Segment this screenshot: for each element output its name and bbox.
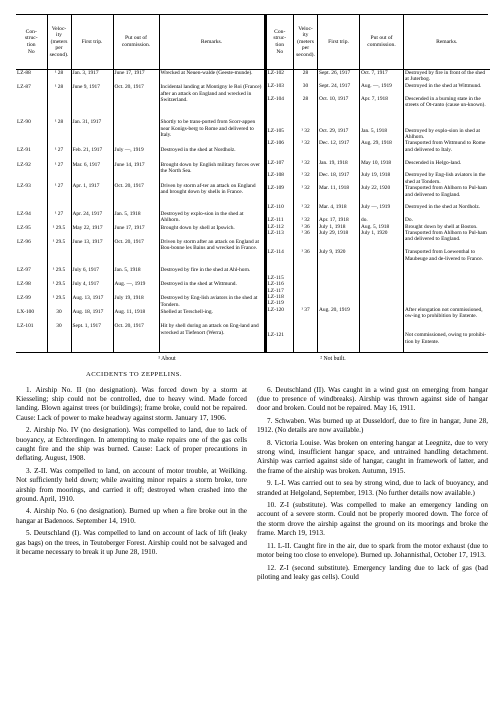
cell-construction-no: LZ-96 [16,239,47,267]
cell-velocity: ¹ 36 [294,230,318,249]
cell-out-of-commission: July —, 1919 [360,204,404,217]
cell-out-of-commission: do. [360,217,404,223]
col-out-of-commission: Put out of commission. [360,15,404,70]
accident-entry: 7. Schwaben. Was burned up at Dusseldorf, due to fire in hangar, June 28, 1912. (No details are now available.) [257,416,488,435]
cell-velocity: ¹ 29.5 [47,281,71,295]
table-row [266,249,490,275]
cell-out-of-commission: July 19, 1918 [113,295,159,309]
accident-entry: 4. Airship No. 6 (no designation). Burned up when a fire broke out in the hangar at Badenoos. September 14, 1910. [16,507,247,525]
cell-first-trip: Oct. 29, 1917 [318,128,360,141]
col-construction-no: Con- struc- tion No [266,15,294,70]
cell-first-trip: Mar. 4, 1918 [318,204,360,217]
accidents-right-column [257,386,488,583]
table-row [16,267,264,281]
cell-velocity: 30 [47,309,71,323]
table-row [266,96,490,128]
cell-construction-no: LZ-112 [266,224,294,230]
cell-velocity: ¹ 28 [47,84,71,119]
cell-construction-no: LZ-118 [266,294,294,300]
cell-remarks: Brought down by shell at Boston. [405,223,478,230]
table-row [266,128,490,141]
accident-entry: 11. L-II. Caught fire in the air, due to spark from the motor exhaust (due to motor being too close to envelope). Burned up. Johannisthal, October 17, 1913. [257,541,488,560]
cell-out-of-commission: July —, 1919 [113,147,159,161]
cell-velocity: ¹ 27 [47,162,71,183]
cell-remarks: Wrecked at Neuen-walde (Geeste-munde). [159,70,264,85]
cell-velocity: ¹ 27 [47,183,71,211]
cell-velocity: 30 [294,83,318,96]
table-row [266,70,490,83]
col-out-of-commission: Put out of commission. [113,15,159,70]
cell-construction-no: LZ-94 [16,211,47,225]
table-row [16,225,264,239]
cell-construction-no: LZ-87 [16,84,47,119]
cell-construction-no: LZ-121 [266,332,294,351]
accident-entry: 9. L-I. Was carried out to sea by strong wind, due to lack of buoyancy, and stranded at Helgoland, September, 1913. (No further details now available.) [257,479,488,497]
cell-first-trip: July 29, 1918 [318,230,360,249]
cell-velocity: ¹ 32 [294,217,318,223]
cell-remarks: Destroyed in the shed at Wittmund. [405,82,482,89]
cell-first-trip: Aug. 18, 1917 [71,309,113,323]
cell-construction-no: LZ-97 [16,267,47,281]
cell-construction-no: LZ-105 [266,128,294,141]
col-remarks: Remarks. [159,15,264,70]
cell-construction-no: LZ-109 [266,185,294,204]
accident-entry: 10. Z-I (substitute). Was compelled to make an emergency landing on account of a severe storm. Could not be properly moored down. The force of the storm drove the airship against the ground on its moorings and broke the frame. March 19, 1913. [257,501,488,538]
cell-construction-no: LZ-99 [16,295,47,309]
cell-remarks: Transported from Loewenthal to Maubeuge and de-livered to France. [405,249,483,262]
cell-out-of-commission [360,249,404,275]
accidents-left-column [16,386,247,583]
cell-velocity: ¹ 29.5 [47,225,71,239]
accidents-section [16,386,488,583]
cell-velocity: 28 [294,96,318,128]
cell-first-trip: Jan. 19, 1918 [318,160,360,173]
cell-velocity: ¹ 32 [294,160,318,173]
cell-first-trip: July 9, 1920 [318,249,360,275]
cell-velocity: 30 [47,323,71,351]
cell-first-trip: Aug. 20, 1919 [318,307,360,333]
cell-velocity: ¹ 32 [294,204,318,217]
cell-remarks: Destroyed in the shed at Nordholz. [405,204,481,211]
cell-out-of-commission: Aug. 29, 1918 [360,140,404,159]
cell-first-trip: May 22, 1917 [71,225,113,239]
cell-construction-no: LZ-116 [266,281,294,287]
cell-velocity: ¹ 27 [47,147,71,161]
cell-remarks: Destroyed by Eng-lish aviators in the shed at Tondern. [159,295,264,309]
cell-construction-no: LZ-103 [266,83,294,96]
cell-out-of-commission: Oct. 20, 1917 [113,183,159,211]
cell-out-of-commission: July 1, 1920 [360,230,404,249]
cell-velocity: ¹ 29.5 [47,295,71,309]
cell-first-trip: Sept. 1, 1917 [71,323,113,351]
cell-first-trip: Mar. 6, 1917 [71,162,113,183]
cell-velocity: ¹ 32 [294,185,318,204]
cell-velocity: ¹ 29.5 [47,267,71,281]
cell-remarks: Shortly to be trans-ported from Scorr-appen near Konigs-berg to Rome and delivered to Italy. [159,119,264,147]
col-first-trip: First trip. [318,15,360,70]
cell-remarks: Destroyed in the shed at Nordholz. [159,147,264,161]
cell-remarks: Destroyed in the shed at Wittmund. [159,281,264,295]
table-row [16,323,264,351]
cell-out-of-commission: July 22, 1920 [360,185,404,204]
table-row [266,83,490,96]
cell-first-trip: Jan. 31, 1917 [71,119,113,147]
cell-out-of-commission: Oct. 7, 1917 [360,70,404,83]
col-velocity: Veloc- ity (meters per second). [47,15,71,70]
cell-out-of-commission [113,119,159,147]
cell-construction-no: LZ-93 [16,183,47,211]
table-row [16,211,264,225]
cell-out-of-commission: July 19, 1918 [360,172,404,185]
col-remarks: Remarks. [404,15,490,70]
cell-construction-no: LZ-114 [266,249,294,275]
cell-first-trip: Dec. 18, 1917 [318,172,360,185]
table-row [16,295,264,309]
cell-remarks: Brought down by shell at Ipswich. [159,225,264,239]
cell-first-trip: July 4, 1917 [71,281,113,295]
table-row [266,332,490,351]
cell-out-of-commission: Oct. 20, 1917 [113,239,159,267]
table-row [16,119,264,147]
cell-first-trip: Mar. 11, 1918 [318,185,360,204]
cell-construction-no: LZ-110 [266,204,294,217]
left-table [16,15,265,352]
cell-remarks: Descended in a burning state in the streets of Ot-ranto (cause un-known). [405,95,486,109]
cell-velocity: ¹ 29.5 [47,239,71,267]
accident-entry: 6. Deutschland (II). Was caught in a wind gust on emerging from hangar (due to presence of windbreaks). Airship was thrown against side of hangar door and broken. Could not be repaired. May 16, 1911. [257,385,488,413]
cell-first-trip: Feb. 21, 1917 [71,147,113,161]
cell-construction-no: LZ-106 [266,140,294,159]
cell-construction-no: LZ-115 [266,275,294,281]
cell-construction-no: LZ-104 [266,96,294,128]
cell-out-of-commission: Oct. 20, 1917 [113,323,159,351]
cell-out-of-commission: Oct. 20, 1917 [113,84,159,119]
table-row [266,172,490,185]
table-row [16,281,264,295]
cell-velocity: ¹ 32 [294,128,318,141]
cell-remarks: Shelled at Terschell-ing. [159,309,264,323]
cell-remarks: Destroyed by explo-sion in shed at Ahlhorn. [405,127,481,141]
table-row [266,307,490,333]
table-row [266,204,490,217]
cell-construction-no: LZ-113 [266,230,294,249]
cell-remarks: Hit by shell during an attack on Eng-land and wrecked at Tiefenort (Werra). [159,323,264,351]
cell-first-trip: Apr. 17, 1918 [318,217,360,223]
accident-entry: 8. Victoria Louise. Was broken on entering hangar at Leegnitz, due to very strong wind, insufficient hangar space, and untrained handling detachment. Airship was carried against side of hangar, caught in framework of latter, and the frame of the airship was broken. Autumn, 1915. [257,438,488,475]
accident-entry: 1. Airship No. II (no designation). Was forced down by a storm at Kiesseling; ship could not be controlled, due to heavy wind. Made forced landing. Blown against trees (or buildings); frame broke, could not be repaired. Cause: Lack of power to make headway against storm. January 17, 1906. [16,385,247,422]
table-row [16,162,264,183]
table-row [266,185,490,204]
cell-construction-no: LZ-95 [16,225,47,239]
right-table [265,15,490,352]
cell-remarks: Not commissioned, owing to prohibi-tion by Entente. [405,332,487,345]
cell-construction-no: LX-100 [16,309,47,323]
cell-out-of-commission: June 17, 1917 [113,70,159,85]
col-velocity: Veloc- ity (meters per second). [294,15,318,70]
cell-remarks: Transported from Ahlhorn to Pul-ham and delivered to England. [405,185,487,198]
cell-remarks: Destroyed by explo-sion in the shed at Ahlhorn. [159,211,264,225]
cell-remarks: Driven by storm af-ter an attack on England and brought down by shells in France. [159,183,264,211]
table-row [16,84,264,119]
cell-velocity: ¹ 27 [47,211,71,225]
cell-remarks: Driven by storm after an attack on England at Bou-bonne les Bains and wrecked in France. [159,239,264,267]
cell-velocity [294,332,318,351]
cell-velocity: ¹ 28 [47,70,71,85]
cell-out-of-commission: June 14, 1917 [113,162,159,183]
footnote-about: ¹ About [158,355,176,362]
footnote-not-built: ² Not built. [320,355,346,362]
cell-first-trip: Sept. 24, 1917 [318,83,360,96]
cell-remarks: Destroyed by Eng-lish aviators in the shed at Tondern. [405,172,486,185]
cell-first-trip: Dec. 12, 1917 [318,140,360,159]
cell-construction-no: LZ-88 [16,70,47,85]
accident-entry: 12. Z-I (second substitute). Emergency landing due to lack of gas (bad piloting and leaky gas cells). Could [257,563,488,581]
col-first-trip: First trip. [71,15,113,70]
cell-first-trip: Aug. 13, 1917 [71,295,113,309]
cell-out-of-commission: Jan. 5, 1918 [113,211,159,225]
cell-construction-no: LZ-119 [266,300,294,306]
cell-first-trip [318,332,360,351]
cell-remarks: Destroyed by fire in front of the shed at Juterbog. [405,70,486,83]
cell-out-of-commission: Aug. 11, 1918 [113,309,159,323]
cell-out-of-commission: Apr. 7, 1918 [360,96,404,128]
cell-out-of-commission: Aug. —, 1919 [360,83,404,96]
cell-first-trip: Apr. 1, 1917 [71,183,113,211]
table-row [16,309,264,323]
cell-construction-no: LZ-90 [16,119,47,147]
accidents-title: ACCIDENTS TO ZEPPELINS. [85,370,183,378]
table-row [16,70,264,85]
cell-first-trip: Apr. 24, 1917 [71,211,113,225]
table-row [266,230,490,249]
cell-velocity: 28 [294,70,318,83]
zeppelin-tables [16,14,488,353]
cell-out-of-commission: Jan. 5, 1918 [360,128,404,141]
table-row [16,183,264,211]
cell-construction-no: LZ-117 [266,288,294,294]
accident-entry: 3. Z-II. Was compelled to land, on account of motor trouble, at Weilking. Not sufficiently held down; while awaiting minor repairs a storm broke, tore airship from moorings, and carried it off; destroyed when crashed into the ground. April, 1910. [16,466,247,504]
cell-first-trip: Jan. 3, 1917 [71,70,113,85]
cell-velocity: ¹ 37 [294,307,318,333]
accident-entry: 2. Airship No. IV (no designation). Was compelled to land, due to lack of buoyancy, at Echterdingen. In attempting to make repairs one of the gas cells caught fire and the ship was burned. Cause: Lack of proper precautions in deflating. August, 1908. [16,426,247,463]
cell-out-of-commission: June 17, 1917 [113,225,159,239]
footnotes [16,356,488,362]
cell-construction-no: LZ-98 [16,281,47,295]
cell-construction-no: LZ-108 [266,172,294,185]
cell-remarks: Transported from Ahlhorn to Pul-ham and delivered to England. [405,230,487,243]
left-table-header [16,15,264,70]
accident-entry: 5. Deutschland (I). Was compelled to land on account of lack of lift (leaky gas bags) on the trees, in Teutoberger Forest. Airship could not be salvaged and it became necessary to break it up June 28, 1910. [16,529,247,557]
table-row [266,140,490,159]
cell-construction-no: LZ-120 [266,307,294,333]
cell-first-trip: June 9, 1917 [71,84,113,119]
cell-velocity: ¹ 36 [294,249,318,275]
table-row [266,160,490,173]
cell-first-trip: July 6, 1917 [71,267,113,281]
cell-first-trip: Oct. 10, 1917 [318,96,360,128]
cell-construction-no: LZ-111 [266,217,294,223]
cell-out-of-commission [360,332,404,351]
cell-velocity: ¹ 32 [294,172,318,185]
cell-remarks: Brought down by English military forces over the North Sea. [159,162,264,183]
col-construction-no: Con- struc- tion No [16,15,47,70]
cell-velocity: ¹ 36 [294,224,318,230]
cell-construction-no: LZ-92 [16,162,47,183]
cell-out-of-commission: May 10, 1918 [360,160,404,173]
cell-first-trip: Sept. 26, 1917 [318,70,360,83]
cell-out-of-commission [360,307,404,333]
cell-remarks: Destroyed by fire in the shed at Ahl-horn. [159,267,264,281]
right-table-header [266,15,490,70]
cell-construction-no: LZ-101 [16,323,47,351]
table-row [16,147,264,161]
cell-construction-no: LZ-102 [266,70,294,83]
cell-out-of-commission: Jan. 5, 1918 [113,267,159,281]
cell-remarks: After elongation not commissioned, ow-ing to prohibition by Entente. [405,306,483,320]
cell-first-trip: June 13, 1917 [71,239,113,267]
table-row [16,239,264,267]
cell-velocity: ¹ 32 [294,140,318,159]
cell-remarks: Descended in Helgo-land. [405,159,462,166]
cell-velocity: ¹ 28 [47,119,71,147]
cell-construction-no: LZ-107 [266,160,294,173]
cell-first-trip: July 1, 1918 [318,224,360,230]
cell-remarks: Incidental landing at Montigny le Roi (France) after an attack on England and wrecked in Switzerland. [159,84,264,119]
cell-out-of-commission: Aug. —, 1919 [113,281,159,295]
cell-remarks: Transported from Wittmund to Rome and delivered to Italy. [405,140,486,153]
cell-out-of-commission: Aug. 5, 1918 [360,224,404,230]
cell-construction-no: LZ-91 [16,147,47,161]
cell-remarks: Do. [405,217,413,224]
